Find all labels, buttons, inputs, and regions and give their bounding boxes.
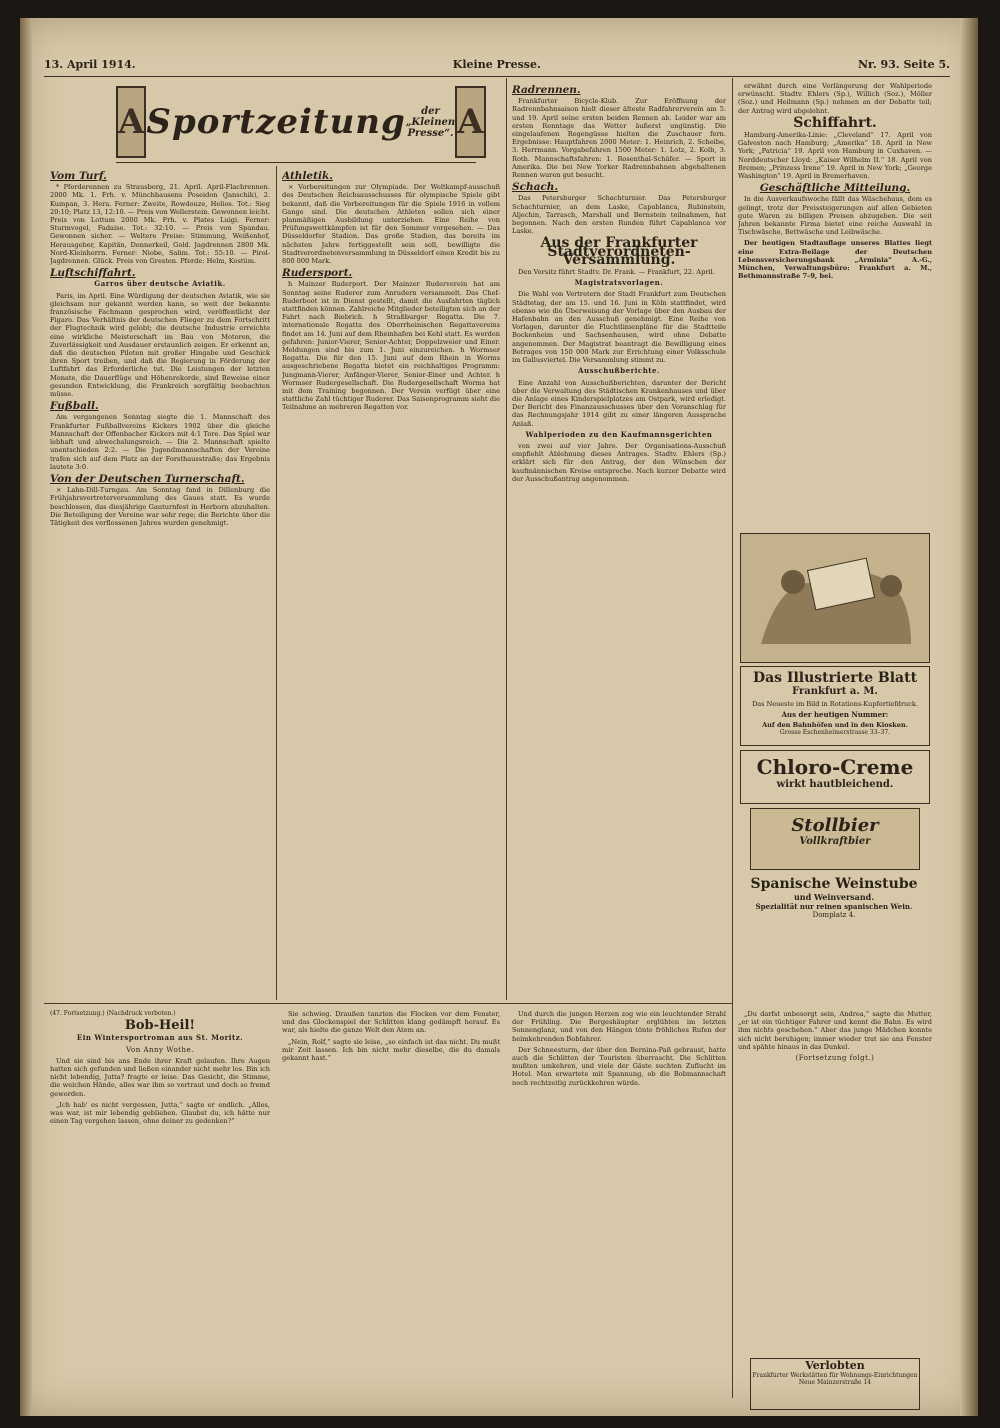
column-right-top bbox=[738, 82, 932, 522]
ad-chloro-creme: Chloro-Creme wirkt hautbleichend. bbox=[740, 750, 930, 804]
header-date: 13. April 1914. bbox=[44, 58, 136, 71]
feuilleton-column-2 bbox=[282, 1010, 500, 1405]
feuilleton-column-1 bbox=[50, 1010, 270, 1405]
feuilleton-paragraph: Und durch die jungen Herzen zog wie ein leuchtender Strahl der Frühling. Die Bergeshäupter erglühten im letzten Sonnenglanz, und von den Hängen tönte fröhliches Rufen der heimkehrenden Bobfahrer. bbox=[512, 1010, 726, 1043]
column-sport-3 bbox=[512, 82, 726, 998]
article-business: In die Ausverkaufswoche fällt das Wäschehaus, dem es gelingt, trotz der Preissteigerungen auf allen Gebieten gute Waren zu billigen Preisen abzugeben. Die seit Jahren bekannte Firma bietet eine reiche Auswahl in Tischwäsche, Bettwäsche und Leibwäsche. bbox=[738, 195, 932, 237]
section-heading-chess: Schach. bbox=[512, 181, 559, 194]
feuilleton-paragraph: Der Schneesturm, der über den Bernina-Paß gebraust, hatte auch die Schlitten der Touristen überrascht. Die Schlitten mußten umkehren, und viele der Gäste suchten Zuflucht im Hotel. Man erwartete mit Spannung, ob die Bobmannschaft noch rechtzeitig zurückkehren würde. bbox=[512, 1045, 726, 1087]
masthead-subtitle: der „Kleinen Presse“. bbox=[405, 105, 456, 139]
section-masthead bbox=[116, 82, 484, 163]
binding-spine bbox=[20, 18, 32, 1416]
subheading-magistrate: Magistratsvorlagen. bbox=[574, 278, 664, 288]
section-heading-turf: Vom Turf. bbox=[50, 170, 107, 182]
advertisement-illustration bbox=[740, 533, 930, 663]
feuilleton-subtitle: Ein Wintersportroman aus St. Moritz. bbox=[76, 1033, 244, 1043]
column-rule bbox=[506, 78, 507, 1000]
article-council-2: Eine Anzahl von Ausschußberichten, darunter der Bericht über die Verwaltung des Städtischen Krankenhauses und über die Anlage eines Kinderspielplatzes am Ostpark, wird erledigt. Der Bericht des Finanzausschusses über den Voranschlag für das Rechnungsjahr 1914 gibt zu einer längeren Aussprache Anlaß. bbox=[512, 378, 726, 428]
feuilleton-paragraph: Sie schwieg. Draußen tanzten die Flocken vor dem Fenster, und das Glockenspiel der Schlitten klang gedämpft herauf. Es war, als hielte die ganze Welt den Atem an. bbox=[282, 1010, 500, 1035]
feuilleton-continuation: (Fortsetzung folgt.) bbox=[795, 1054, 875, 1063]
article-council-meta: Den Vorsitz führt Stadtv. Dr. Frank. — Frankfurt, 22. April. bbox=[518, 268, 715, 277]
article-shipping: Hamburg-Amerika-Linie: „Cleveland“ 17. April von Galveston nach Hamburg; „Amerika“ 18. April in New York; „Patricia“ 19. April von Hamburg in Cuxhaven. — Norddeutscher Lloyd: „Kaiser Wilhelm II.“ 18. April von Bremen; „Prinzess Irene“ 19. April in New York; „George Washington“ 19. April in Bremerhaven. bbox=[738, 131, 932, 181]
article-council-1: Die Wahl von Vertretern der Stadt Frankfurt zum Deutschen Städtetag, der am 15. und 16. Juni in Köln stattfindet, wird ebenso wie die Überweisung der Vorlage über den Ausbau der Hafenbahn an den Ausschuß genehmigt. Eine Reihe von Vorlagen, darunter die Fluchtlinienpläne für die Stadtteile Bockenheim und Sachsenhausen, wird ohne Debatte angenommen. Der Magistrat beantragt die Bewilligung eines Betrages von 150 000 Mark zur Errichtung einer Volksschule im Gallusviertel. Die Versammlung stimmt zu. bbox=[512, 290, 726, 365]
feuilleton-column-4 bbox=[738, 1010, 932, 1350]
ad-illustrated-paper: Das Illustrierte Blatt Frankfurt a. M. Das Neueste im Bild in Rotations-Kupfertiefdruck. Aus der heutigen Nummer: Auf den Bahnhöfen und in den Kiosken. Grosse Eschenheimerstrasse 33–37. bbox=[740, 666, 930, 746]
section-heading-shipping: Schiffahrt. bbox=[793, 114, 877, 131]
section-heading-football: Fußball. bbox=[50, 400, 99, 413]
ad-spanish-wine: Spanische Weinstube und Weinversand. Spezialität nur reinen spanischen Wein. Domplatz 4. bbox=[750, 876, 918, 919]
feuilleton-paragraph: „Du darfst unbesorgt sein, Andrea,“ sagte die Mutter, „er ist ein tüchtiger Fahrer und kennt die Bahn. Es wird ihm nichts geschehen.“ Aber das junge Mädchen konnte sich nicht beruhigen; immer wieder trat sie ans Fenster und spähte hinaus in das Dunkel. bbox=[738, 1010, 932, 1051]
section-heading-rowing: Rudersport. bbox=[282, 267, 353, 280]
newspaper-page bbox=[20, 18, 978, 1416]
subheading-committee: Ausschußberichte. bbox=[578, 366, 660, 376]
article-council-3: von zwei auf vier Jahre. Der Organisations-Ausschuß empfiehlt Ablehnung dieses Antrages. Stadtv. Ehlers (Sp.) erklärt sich für den Antrag, der den Wünschen der kaufmännischen Kreise entspreche. Nach kurzer Debatte wird der Ausschußantrag angenommen. bbox=[512, 441, 726, 483]
article-football: Am vergangenen Sonntag siegte die 1. Mannschaft des Frankfurter Fußballvereins Kickers 1902 über die gleiche Mannschaft der Offenbacher Kickers mit 4:1 Tore. Das Spiel war lebhaft und abwechslungsreich. — Die 2. Mannschaft spielte unentschieden 2:2. — Die Jugendmannschaften der Vereine trafen sich auf dem Platz an der Forsthausstraße; das Ergebnis lautete 3:0. bbox=[50, 413, 270, 471]
column-rule bbox=[276, 166, 277, 1000]
supplement-notice: Der heutigen Stadtauflage unseres Blattes liegt eine Extra-Beilage der Deutschen Lebensversicherungsbank „Arminia“ A.-G., München, Verwaltungsbüro: Frankfurt a. M., Bethmannstraße 7–9, bei. bbox=[738, 239, 932, 281]
header-paper-name: Kleine Presse. bbox=[452, 58, 541, 71]
masthead-ornament-left: A bbox=[116, 86, 146, 158]
page-header bbox=[44, 58, 950, 77]
article-turnerschaft: × Lahn-Dill-Turngau. Am Sonntag fand in Dillenburg die Frühjahrsvertreterversammlung des Gaues statt. Es wurde beschlossen, das diesjährige Gauturnfest in Herborn abzuhalten. Die Beteiligung der Vereine war sehr rege; die Berichte über die Tätigkeit des verflossenen Jahres wurden genehmigt. bbox=[50, 486, 270, 527]
column-sport-2 bbox=[282, 168, 500, 998]
section-heading-athletics: Athletik. bbox=[282, 170, 333, 182]
article-athletics: × Vorbereitungen zur Olympiade. Der Weltkampf-ausschuß des Deutschen Reichsausschusses für olympische Spiele gibt bekannt, daß die Vorbereitungen für die Spiele 1916 in vollem Gange sind. Die deutschen Athleten sollen sich einer planmäßigen Ausbildung unterziehen. Eine Reihe von Prüfungswettkämpfen ist für den Sommer vorgesehen. — Das Düsseldorfer Stadion. Das große Stadion, das bereits im nächsten Jahre fertiggestellt sein soll, bewilligte die Stadtverordnetenversammlung in Düsseldorf einen Kredit bis zu 800 000 Mark. bbox=[282, 183, 500, 266]
feuilleton-paragraph: „Nein, Rolf,“ sagte sie leise, „so einfach ist das nicht. Du mußt mir Zeit lassen. Ich bin nicht mehr dieselbe, die du damals gekannt hast.“ bbox=[282, 1037, 500, 1063]
reading-figures-image bbox=[741, 534, 929, 662]
article-chess: Das Petersburger Schachturnier. Das Petersburger Schachturnier, an dem Laske, Capablanca, Rubinstein, Aljechin, Tarrasch, Marshall und Bernstein teilnahmen, hat begonnen. Nach den ersten Runden führt Capablanca vor Laske. bbox=[512, 194, 726, 236]
feuilleton-author: Von Anny Wothe. bbox=[126, 1045, 194, 1054]
column-sport-1 bbox=[50, 168, 270, 998]
article-cycling: Frankfurter Bicycle-Klub. Zur Eröffnung der Radrennbahnsaison hielt dieser älteste Radfahrerverein am 5. und 19. April seine ersten beiden Rennen ab. Leider war am ersten Renntage das Wetter äußerst ungünstig. Die eingelaufenen Regengüsse hielten die Zuschauer fern. Ergebnisse: Hauptfahren 2000 Meter: 1. Heinrich, 2. Scheibe, 3. Herrmann. Vorgabefahren 1500 Meter: 1. Lotz, 2. Kolb, 3. Roth. Mannschaftsfahren: 1. Rosenthal-Schäfer. — Sport in Amerika. Die bei New Yorker Radrennbahnen abgehaltenen Rennen waren gut besucht. bbox=[512, 97, 726, 180]
article-rowing: h Mainzer Ruderport. Der Mainzer Ruderverein hat am Sonntag seine Ruderer zum Anrudern versammelt. Das Chef-Ruderboot ist in Dienst gestellt, damit die Ausfahrten täglich stattfinden können. Zahlreiche Mitglieder beteiligten sich an der Fahrt nach Biebrich. h Straßburger Regatta. Die 7. internationale Regatta des Oberrheinischen Regattavereins findet am 14. Juni auf dem Rheinhafen bei Kehl statt. Es werden gefahren: Junior-Vierer, Senior-Achter, Doppelzweier und Einer. Meldungen sind bis zum 1. Juni einzureichen. h Wormser Regatta. Die für den 15. Juni auf dem Rhein in Worms ausgeschriebene Regatta bietet ein reichhaltiges Programm: Jungmann-Vierer, Anfänger-Vierer, Senior-Einer und Achter. h Wormser Rudergesellschaft. Die Rudergesellschaft Worms hat mit dem Training begonnen. Der Verein verfügt über eine stattliche Zahl tüchtiger Ruderer. Das Saisonprogramm sieht die Teilnahme an mehreren Regatten vor. bbox=[282, 280, 500, 412]
column-rule bbox=[732, 78, 733, 1398]
ad-engaged: Verlobten Frankfurter Werkstätten für Wohnungs-Einrichtungen Neue Mainzerstraße 14 bbox=[750, 1358, 920, 1410]
article-turf: * Pferderennen zu Strausberg, 21. April. April-Flachrennen. 2000 Mk. 1. Frh. v. Münchhausens Poseidon (Janschik), 2. Kumpan, 3. Hera. Ferner: Zweite, Rowdouze, Helios. Tot.: Sieg 20:10; Platz 13, 12:10. — Preis von Wellerstein. Gewonnen leicht. Preis von Lottum 2000 Mk. Frh. v. Plates Luigi. Ferner: Sturmvogel, Fadaise. Tot.: 32:10. — Preis von Spandau. Gewonnen sicher. — Weltere Preise: Stimmung, Weißenhof, Herausgeber, Kapitän, Donnerkeil, Gold. Jagdrennen 2800 Mk. Nord-Kleinherrn. Ferner: Niobe, Salim. Tot.: 55:10. — Pirol-Jagdrennen. Glück. Preis von Gresten. Pferde: Helm, Kostüm. bbox=[50, 183, 270, 266]
article-aviation: Paris, im April. Eine Würdigung der deutschen Aviatik, wie sie gleichsam nur gekannt werden kann, so weit der bekannte französische Fachmann gesprochen wird, veröffentlicht der Figaro. Das Verhältnis der deutschen Flieger zu dem Fortschritt der Flugtechnik wird gelobt; die deutsche Industrie erreichte eine wirkliche Meisterschaft im Bau von Motoren, die Zuverlässigkeit und Ausdauer erstaunlich zeigen. Er erkennt an, daß die deutschen Piloten mit großer Hingabe und Geschick ihren Sport treiben, und daß die Regierung in Förderung der Luftfahrt das Erforderliche tut. Die Leistungen der letzten Monate, die Dauerflüge und Höhenrekorde, sind Beweise einer gesunden Entwicklung, die Frankreich sorgfältig beobachten müsse. bbox=[50, 291, 270, 399]
ad-stollbier: Stollbier Vollkraftbier bbox=[750, 808, 920, 870]
feuilleton-title: Bob-Heil! bbox=[124, 1018, 196, 1034]
masthead-title: Sportzeitung bbox=[146, 102, 406, 142]
subheading-merchant-courts: Wahlperioden zu den Kaufmannsgerichten bbox=[525, 429, 713, 439]
article-title-garros: Garros über deutsche Aviatik. bbox=[94, 279, 226, 289]
header-issue-page: Nr. 93. Seite 5. bbox=[858, 58, 950, 71]
feuilleton-rule bbox=[44, 1003, 732, 1004]
section-heading-business: Geschäftliche Mitteilung. bbox=[759, 182, 911, 195]
feuilleton-meta: (47. Fortsetzung.) (Nachdruck verboten.) bbox=[50, 1010, 176, 1017]
section-heading-turnerschaft: Von der Deutschen Turnerschaft. bbox=[50, 472, 245, 485]
section-heading-aviation: Luftschiffahrt. bbox=[50, 267, 136, 280]
section-heading-city-council: Aus der Frankfurter Stadtverordneten-Versammlung. bbox=[540, 235, 698, 268]
page-edge bbox=[960, 18, 978, 1416]
section-heading-cycling: Radrennen. bbox=[512, 84, 581, 96]
masthead-ornament-right: A bbox=[455, 86, 485, 158]
article-continuation: erwähnt durch eine Verlängerung der Wahlperiode erwünscht. Stadtv. Ehlers (Sp.), Willich (Soz.), Möller (Soz.) und Heilmann (Sp.) nehmen an der Debatte teil; der Antrag wird abgelehnt. bbox=[738, 82, 932, 115]
feuilleton-paragraph: „Ich hab' es nicht vergessen, Jutta,“ sagte er endlich. „Alles, was war, ist mir lebendig geblieben. Glaubst du, ich hätte nur einen Tag vergehen lassen, ohne deiner zu gedenken?“ bbox=[50, 1100, 270, 1126]
feuilleton-paragraph: Und sie sind bis ans Ende ihrer Kraft gelaufen. Ihre Augen hatten sich gefunden und ließen einander nicht mehr los. Bin ich nicht lebendig, Jutta? fragte er leise. Das Gesicht, die Stimme, die weichen Hände, alles war ihm so vertraut und doch so fremd geworden. bbox=[50, 1056, 270, 1098]
feuilleton-column-3 bbox=[512, 1010, 726, 1405]
